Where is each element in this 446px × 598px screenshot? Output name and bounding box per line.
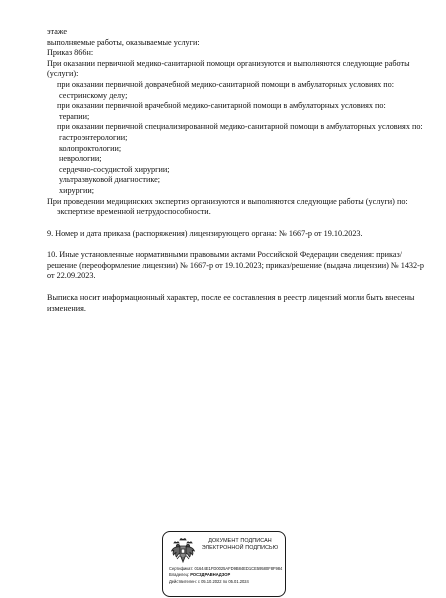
- text-line: При оказании первичной медико-санитарной помощи организуются и выполняются следующие работы (услуги):: [47, 58, 412, 79]
- section-9-order-number: 9. Номер и дата приказа (распоряжения) лицензирующего органа: № 1667-р от 19.10.2023.: [47, 228, 363, 238]
- electronic-signature-stamp: [162, 531, 286, 597]
- text-line: колопроктологии;: [59, 143, 122, 153]
- validity-row: [169, 579, 283, 585]
- text-line: терапии;: [59, 111, 90, 121]
- text-line: неврологии;: [59, 154, 102, 164]
- text-line: ультразвуковой диагностике;: [59, 175, 161, 185]
- stamp-heading-line: ДОКУМЕНТ ПОДПИСАН: [208, 538, 272, 544]
- stamp-heading-line: ЭЛЕКТРОННОЙ ПОДПИСЬЮ: [201, 545, 279, 551]
- text-line: хирургии;: [59, 185, 95, 195]
- text-line: сердечно-сосудистой хирургии;: [59, 164, 170, 174]
- document-body: [47, 27, 427, 314]
- owner-label: Владелец:: [169, 572, 190, 578]
- certificate-value: 01644E1FD0025AFD9B84ED1CE59580F8F984: [194, 566, 283, 571]
- text-line: этаже: [47, 27, 68, 36]
- certificate-label: Сертификат:: [169, 566, 194, 571]
- text-line: при оказании первичной доврачебной медико-санитарной помощи в амбулаторных условиях по:: [57, 79, 394, 89]
- section-10-other-info: 10. Иные установленные нормативными правовыми актами Российской Федерации сведения: приказ/решение (переоформление лицензии) № 1667-р от 19.10.2023; приказ/решение (выдача лицензии) № 1432-р от 22.09.2023.: [47, 250, 426, 281]
- text-line: сестринскому делу;: [59, 90, 128, 100]
- owner-value: РОСЗДРАВНАДЗОР: [190, 572, 231, 578]
- validity-value: с 05.10.2022 по 05.01.2024: [197, 578, 249, 584]
- text-line: При проведении медицинских экспертиз организуются и выполняются следующие работы (услуги) по:: [47, 196, 408, 206]
- text-line: выполняемые работы, оказываемые услуги:: [47, 37, 200, 47]
- validity-label: Действителен:: [169, 578, 197, 584]
- stamp-heading: [197, 538, 283, 552]
- text-line: гастроэнтерологии;: [59, 132, 128, 142]
- footer-note: Выписка носит информационный характер, после ее составления в реестр лицензий могли быть внесены изменения.: [47, 293, 417, 313]
- text-line: экспертизе временной нетрудоспособности.: [57, 207, 211, 217]
- text-line: Приказ 866н:: [47, 48, 94, 58]
- russian-coat-of-arms-icon: [170, 537, 196, 565]
- stamp-details: [169, 566, 283, 585]
- text-line: при оказании первичной врачебной медико-санитарной помощи в амбулаторных условиях по:: [57, 101, 386, 111]
- text-line: при оказании первичной специализированной медико-санитарной помощи в амбулаторных условиях по:: [57, 122, 423, 132]
